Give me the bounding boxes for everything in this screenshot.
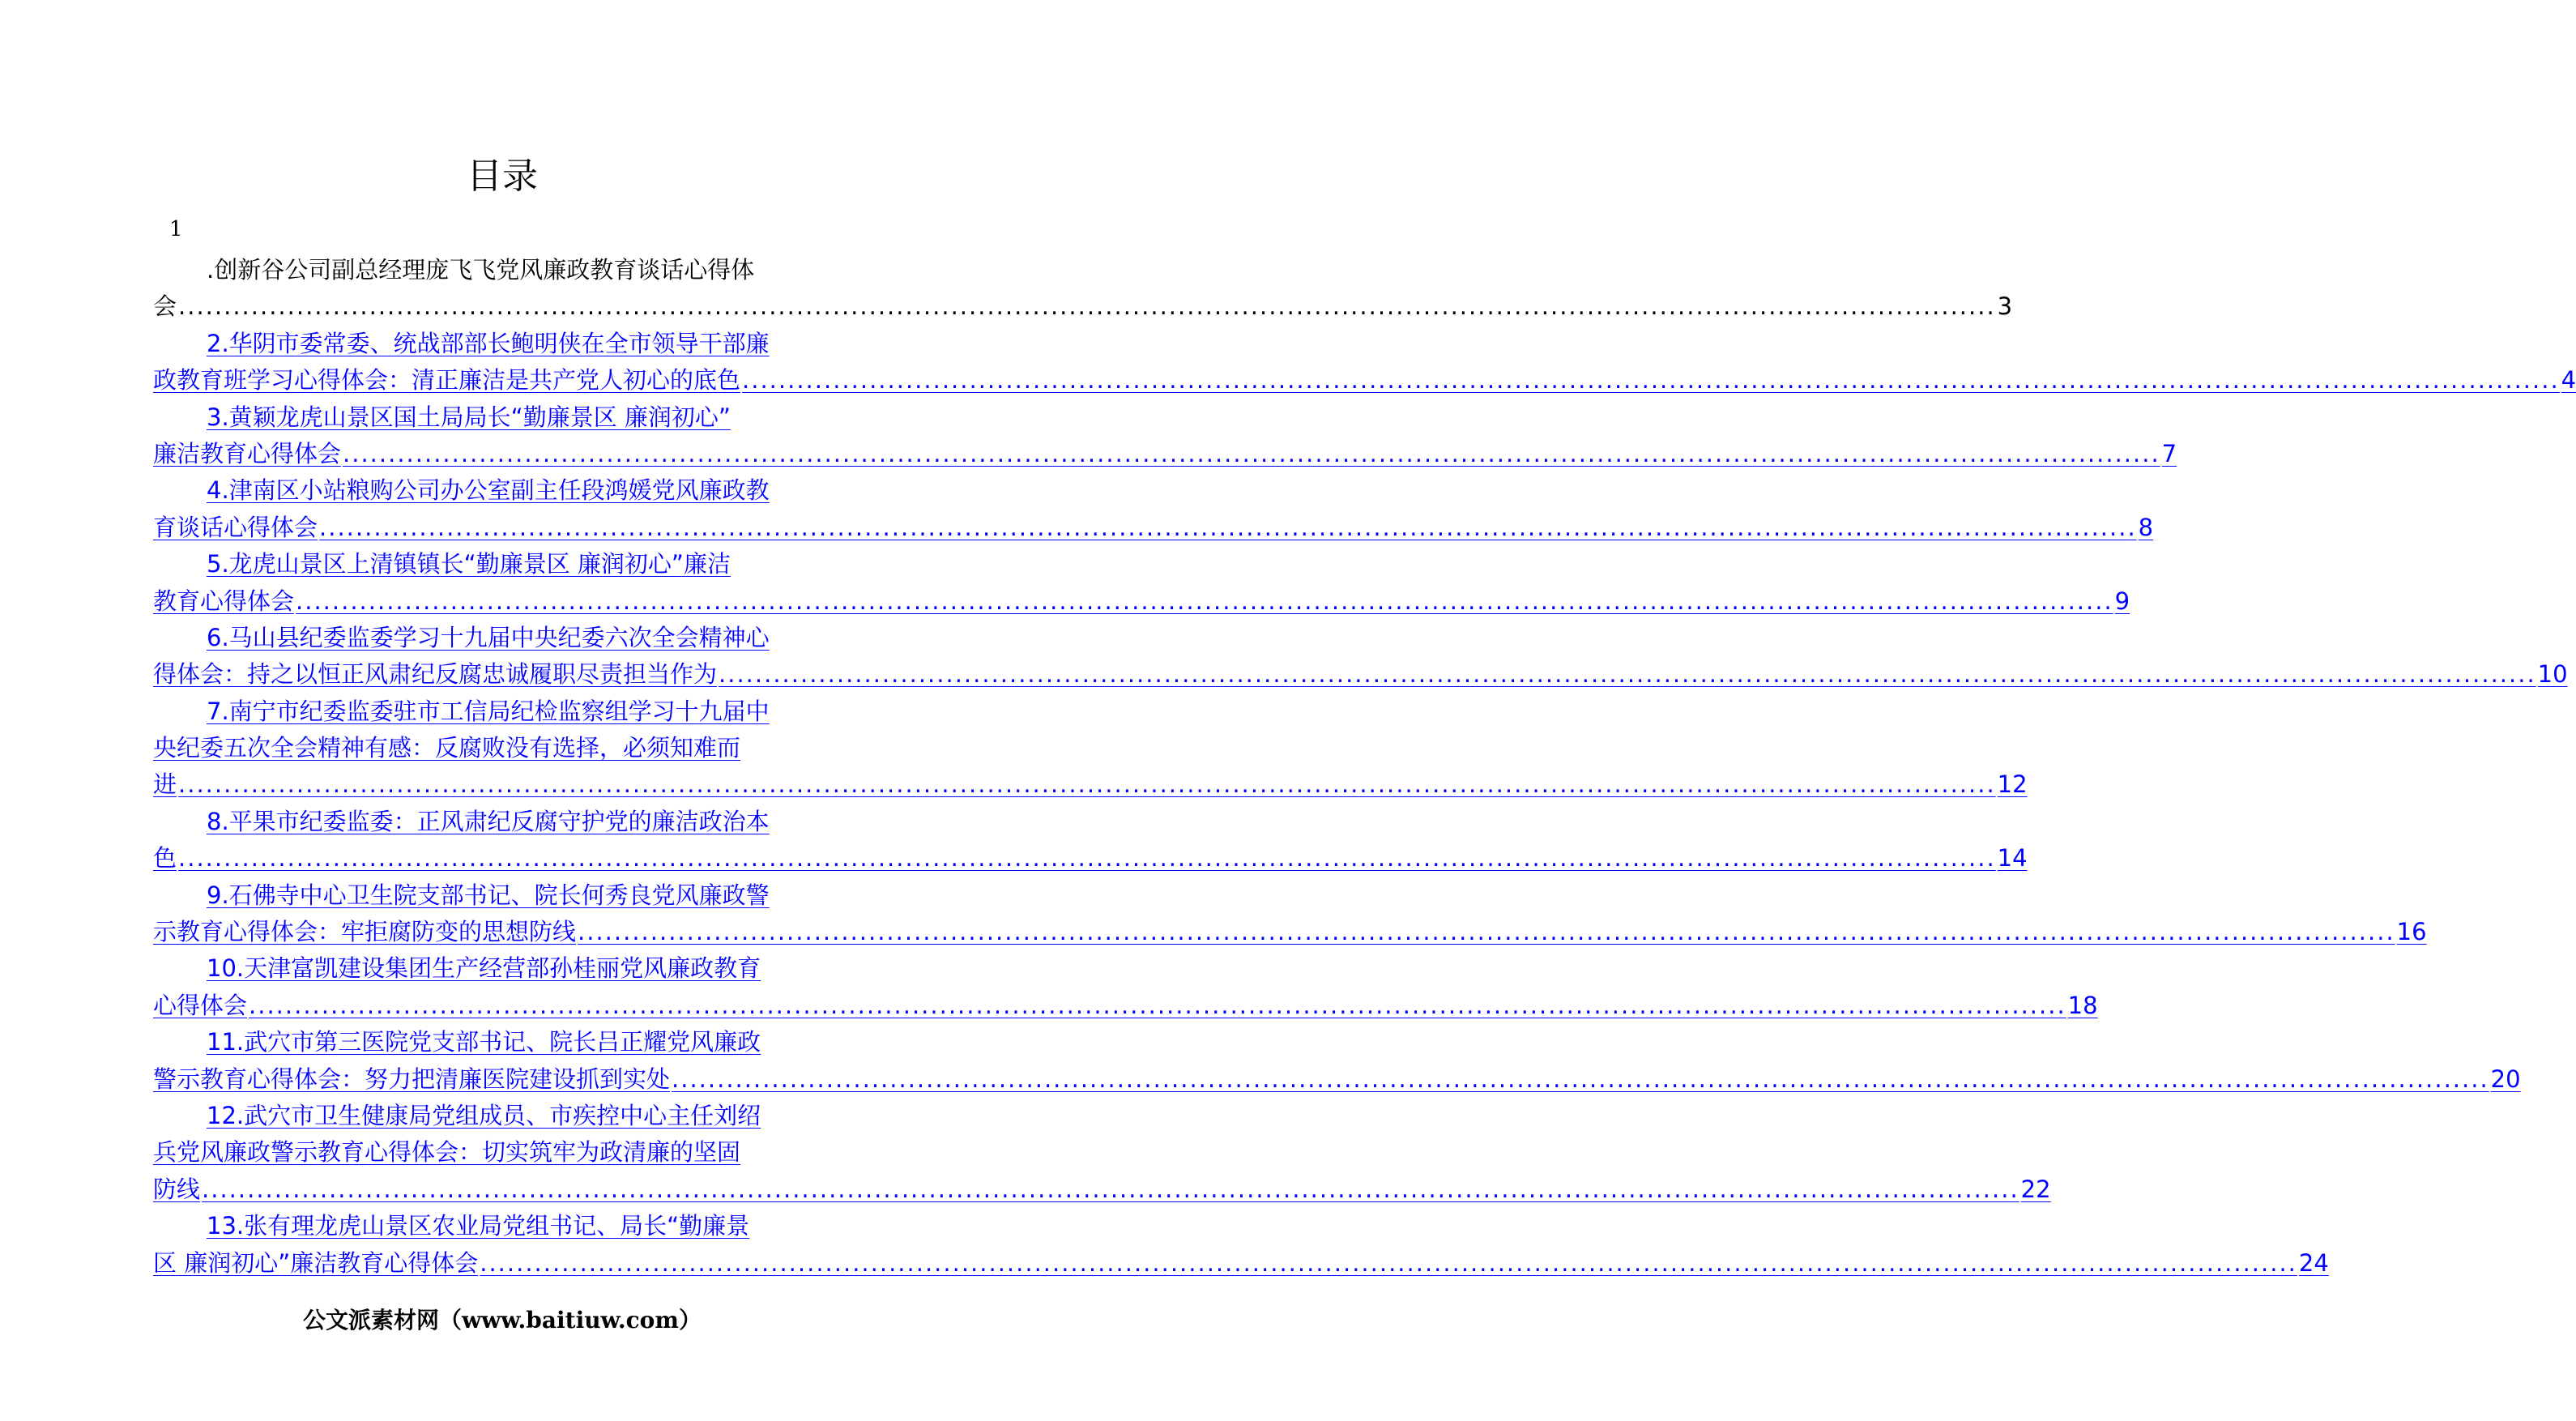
toc-entry[interactable] — [153, 252, 2013, 326]
toc-entry-number: 5. — [207, 550, 229, 578]
toc-page-number: 20 — [2490, 1065, 2521, 1093]
toc-entry-title-line: 心得体会 — [153, 991, 248, 1019]
toc-entry-number: 6. — [207, 623, 229, 651]
toc-page-number: 16 — [2396, 918, 2427, 946]
toc-entry[interactable] — [153, 1024, 2521, 1098]
toc-page-number: 4 — [2561, 366, 2576, 395]
toc-leader-dots: ........................................................................................................................................................................................................ — [480, 1248, 2297, 1277]
toc-entry-title-line: 得体会：持之以恒正风肃纪反腐忠诚履职尽责担当作为 — [153, 660, 718, 689]
toc-entry-title-line: 武穴市卫生健康局党组成员、市疾控中心主任刘绍 — [244, 1101, 761, 1129]
toc-leader-dots: ........................................................................................................................................................................................................ — [202, 1175, 2019, 1203]
toc-entry-title-line: 进 — [153, 770, 177, 799]
toc-entry-number: 11. — [207, 1028, 245, 1056]
toc-entry-title-line: 央纪委五次全会精神有感：反腐败没有选择，必须知难而 — [153, 734, 741, 762]
page-title: 目录 — [467, 156, 538, 197]
toc-entry[interactable] — [153, 326, 2576, 399]
toc-entry-title-line: 示教育心得体会：牢拒腐防变的思想防线 — [153, 918, 577, 946]
toc-page-number: 22 — [2020, 1175, 2051, 1203]
toc-page-number: 8 — [2138, 513, 2154, 541]
toc-entry-title-line: 华阴市委常委、统战部部长鲍明侠在全市领导干部廉 — [228, 329, 770, 357]
toc-entry-title-line: 天津富凯建设集团生产经营部孙桂丽党风廉政教育 — [244, 954, 761, 983]
toc-entry-title-line: 廉洁教育心得体会 — [153, 439, 342, 467]
toc-entry-title-line: 创新谷公司副总经理庞飞飞党风廉政教育谈话心得体 — [214, 255, 755, 284]
toc-leader-dots: ........................................................................................................................................................................................................ — [249, 991, 2066, 1019]
toc-page-number: 7 — [2161, 439, 2177, 467]
toc-entry-title-line: 黄颖龙虎山景区国土局局长“勤廉景区 廉润初心” — [228, 403, 731, 431]
toc-page-number: 12 — [1997, 770, 2028, 799]
toc-entry-title-line: 区 廉润初心”廉洁教育心得体会 — [153, 1248, 479, 1277]
toc-entry-title-line: 会 — [153, 292, 177, 321]
toc-entry-title-line: 育谈话心得体会 — [153, 513, 318, 541]
toc-entry-title-line: 龙虎山景区上清镇镇长“勤廉景区 廉润初心”廉洁 — [228, 550, 731, 578]
toc-entry-title-line: 警示教育心得体会：努力把清廉医院建设抓到实处 — [153, 1065, 671, 1093]
toc-entry-title-line: 兵党风廉政警示教育心得体会：切实筑牢为政清廉的坚固 — [153, 1138, 741, 1167]
toc-page-number: 14 — [1997, 844, 2028, 873]
toc-entry-number: 10. — [207, 954, 245, 983]
toc-leader-dots: ........................................................................................................................................................................................................ — [178, 844, 1996, 873]
page-number: 1 — [169, 217, 183, 241]
toc-entry-title-line: 防线 — [153, 1175, 201, 1203]
toc-leader-dots: ........................................................................................................................................................................................................ — [719, 660, 2536, 689]
toc-entry-number: 9. — [207, 881, 229, 909]
toc-entry[interactable] — [153, 693, 2028, 804]
toc-entry-title-line: 津南区小站粮购公司办公室副主任段鸿媛党风廉政教 — [228, 476, 770, 505]
toc-entry[interactable] — [153, 1208, 2329, 1282]
toc-entry[interactable] — [153, 620, 2568, 693]
toc-leader-dots: ........................................................................................................................................................................................................ — [343, 439, 2160, 467]
toc-entry-number: 3. — [207, 403, 229, 431]
toc-leader-dots: ........................................................................................................................................................................................................ — [296, 587, 2113, 615]
toc-entry[interactable] — [153, 804, 2028, 877]
toc-page-number: 9 — [2114, 587, 2130, 615]
footer-source: 公文派素材网（www.baitiuw.com） — [303, 1307, 702, 1334]
toc-entry-number: 13. — [207, 1212, 245, 1240]
toc-entry-title-line: 南宁市纪委监委驻市工信局纪检监察组学习十九届中 — [228, 697, 770, 725]
toc-page-number: 10 — [2537, 660, 2568, 689]
toc-entry-title-line: 武穴市第三医院党支部书记、院长吕正耀党风廉政 — [244, 1028, 761, 1056]
toc-entry[interactable] — [153, 877, 2427, 951]
toc-page-number: 24 — [2298, 1248, 2329, 1277]
toc-entry-title-line: 马山县纪委监委学习十九届中央纪委六次全会精神心 — [228, 623, 770, 651]
toc-entry[interactable] — [153, 1098, 2051, 1208]
toc-leader-dots: ........................................................................................................................................................................................................ — [672, 1065, 2489, 1093]
toc-entry-title-line: 教育心得体会 — [153, 587, 295, 615]
toc-entry[interactable] — [153, 472, 2154, 546]
table-of-contents — [153, 252, 2576, 1282]
toc-entry[interactable] — [153, 546, 2130, 620]
toc-leader-dots: ........................................................................................................................................................................................................ — [319, 513, 2137, 541]
toc-entry[interactable] — [153, 950, 2098, 1024]
toc-page-number: 18 — [2067, 991, 2098, 1019]
toc-leader-dots: ........................................................................................................................................................................................................ — [178, 770, 1996, 799]
toc-entry-title-line: 平果市纪委监委：正风肃纪反腐守护党的廉洁政治本 — [228, 807, 770, 835]
toc-entry-title-line: 石佛寺中心卫生院支部书记、院长何秀良党风廉政警 — [228, 881, 770, 909]
toc-entry-number: 12. — [207, 1101, 245, 1129]
toc-entry-title-line: 张有理龙虎山景区农业局党组书记、局长“勤廉景 — [244, 1212, 750, 1240]
toc-entry-number: 4. — [207, 476, 229, 505]
toc-page-number: 3 — [1997, 292, 2013, 321]
toc-entry-title-line: 政教育班学习心得体会：清正廉洁是共产党人初心的底色 — [153, 366, 741, 395]
toc-leader-dots: ........................................................................................................................................................................................................ — [578, 918, 2395, 946]
toc-entry-number: 2. — [207, 329, 229, 357]
toc-entry-title-line: 色 — [153, 844, 177, 873]
toc-entry-number: 8. — [207, 807, 229, 835]
toc-leader-dots: ........................................................................................................................................................................................................ — [742, 366, 2560, 395]
toc-leader-dots: ........................................................................................................................................................................................................ — [178, 292, 1996, 321]
toc-entry-number: . — [207, 255, 215, 284]
toc-entry-number: 7. — [207, 697, 229, 725]
toc-entry[interactable] — [153, 399, 2177, 473]
